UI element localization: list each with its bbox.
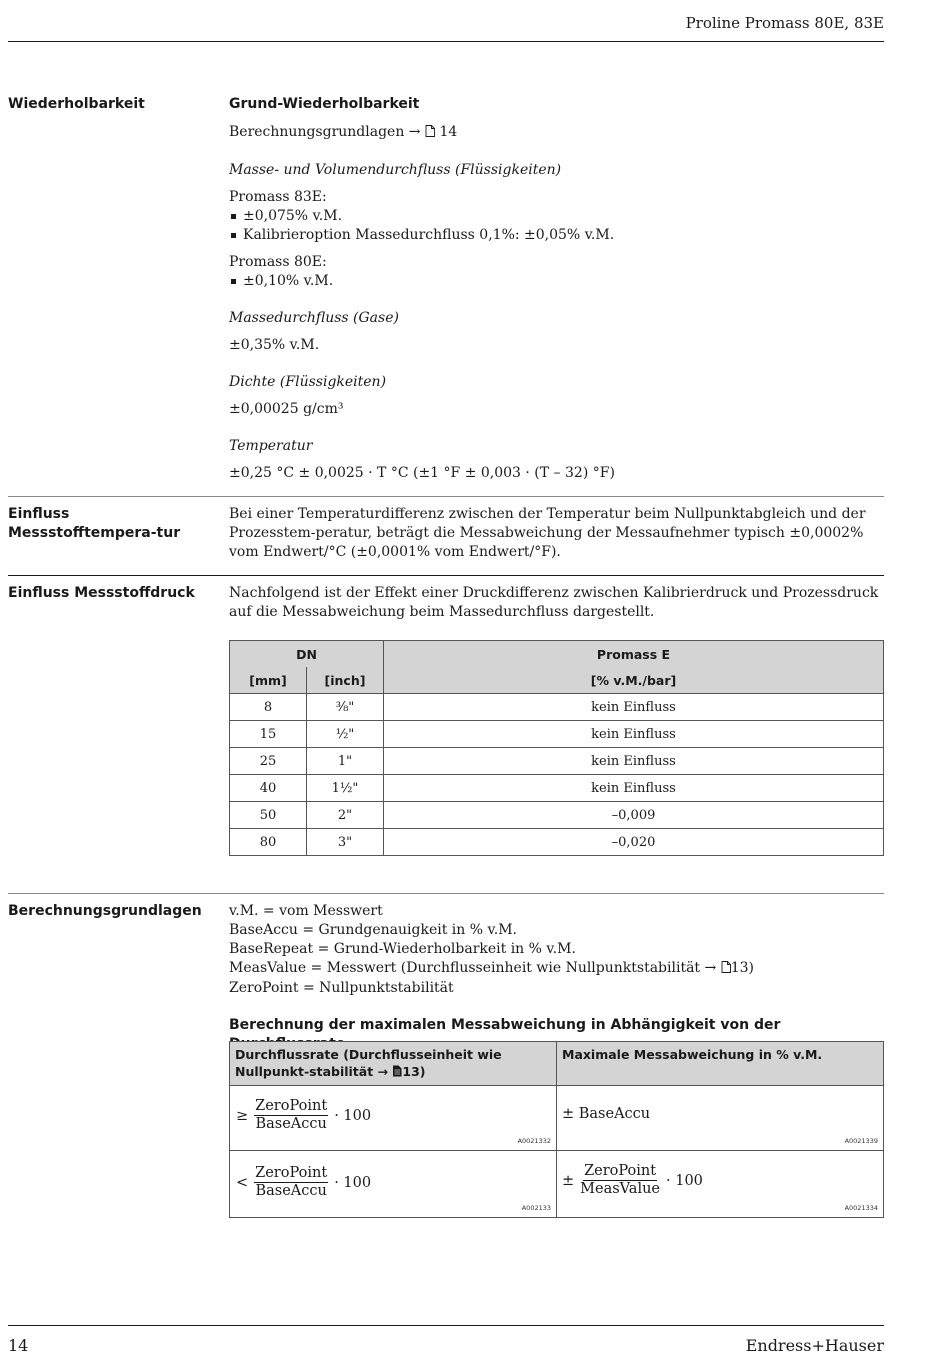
cell-value: kein Einfluss	[384, 721, 884, 748]
section-label-pressure-influence: Einfluss Messstoffdruck	[8, 585, 195, 601]
section-repeatability	[229, 95, 884, 483]
formula-cell	[230, 1086, 557, 1151]
cell-inch: 1½"	[307, 775, 384, 802]
density-title: Dichte (Flüssigkeiten)	[229, 374, 387, 390]
temperature-title: Temperatur	[229, 438, 313, 454]
table-row	[230, 775, 884, 802]
list-item: ±0,10% v.M.	[229, 272, 884, 291]
promass83-list	[229, 207, 884, 245]
formula-sign: ±	[562, 1172, 575, 1189]
promass80-label: Promass 80E:	[229, 254, 327, 270]
cell-inch: 1"	[307, 748, 384, 775]
temperature-value: ±0,25 °C ± 0,0025 · T °C (±1 °F ± 0,003 · (T – 32) °F)	[229, 465, 615, 481]
measvalue-ref: 13)	[730, 960, 754, 976]
cell-mm: 40	[230, 775, 307, 802]
cell-inch: ³⁄₈"	[307, 694, 384, 721]
col-header-max-error: Maximale Messabweichung in % v.M.	[557, 1042, 884, 1086]
footer-brand: Endress+Hauser	[745, 1336, 884, 1355]
density-value: ±0,00025 g/cm³	[229, 401, 344, 417]
cell-inch: ½"	[307, 721, 384, 748]
measvalue-text: MeasValue = Messwert (Durchflusseinheit wie Nullpunktstabilität →	[229, 960, 717, 976]
formula-multiplier: · 100	[666, 1172, 703, 1189]
formula-denominator: BaseAccu	[255, 1183, 327, 1199]
page-number: 14	[8, 1336, 29, 1355]
formula-text: ± BaseAccu	[562, 1106, 651, 1122]
formula-multiplier: · 100	[334, 1107, 372, 1124]
cell-value: kein Einfluss	[384, 748, 884, 775]
formula-numerator: ZeroPoint	[255, 1165, 328, 1181]
col-header-flow-rate	[230, 1042, 557, 1086]
col-header-mm: [mm]	[230, 667, 307, 694]
reference-text: Berechnungsgrundlagen →	[229, 124, 421, 140]
table-row	[230, 694, 884, 721]
section-divider	[8, 496, 884, 497]
formula-sign: ≥	[236, 1107, 249, 1124]
formula-denominator: MeasValue	[580, 1181, 661, 1197]
formula-table-wrapper	[229, 1041, 884, 1218]
col-header-unit: [% v.M./bar]	[384, 667, 884, 694]
definition-line-measvalue	[229, 959, 884, 979]
col-header-promass: Promass E	[384, 641, 884, 668]
repeatability-heading: Grund-Wiederholbarkeit	[229, 96, 420, 112]
cell-mm: 25	[230, 748, 307, 775]
definition-line: BaseAccu = Grundgenauigkeit in % v.M.	[229, 922, 517, 938]
cell-inch: 2"	[307, 802, 384, 829]
figure-code: A002133	[521, 1204, 551, 1212]
calculation-subheading: Berechnung der maximalen Messabweichung in Abhängigkeit von der	[229, 1017, 781, 1033]
definition-line: BaseRepeat = Grund-Wiederholbarkeit in % v.M.	[229, 941, 576, 957]
list-item: Kalibrieroption Massedurchfluss 0,1%: ±0,05% v.M.	[229, 226, 884, 245]
footer-rule	[8, 1325, 884, 1326]
header-title: Proline Promass 80E, 83E	[685, 14, 884, 32]
section-divider	[8, 575, 884, 576]
mass-flow-title: Masse- und Volumendurchfluss (Flüssigkeiten)	[229, 162, 562, 178]
table-row	[230, 829, 884, 856]
list-item: ±0,075% v.M.	[229, 207, 884, 226]
pressure-table	[229, 640, 884, 856]
formula-numerator: ZeroPoint	[584, 1163, 657, 1179]
cell-value: kein Einfluss	[384, 694, 884, 721]
page-reference-icon	[392, 1064, 402, 1081]
section-label-temperature-influence: Einfluss Messstofftempera-tur	[8, 506, 181, 541]
table-row	[230, 1151, 884, 1218]
temperature-influence-text: Bei einer Temperaturdifferenz zwischen der Temperatur beim Nullpunktabgleich und der Prozesstem-peratur, beträgt die Messabweichung der Messaufnehmer typisch ±0,0002% vom Endwert/°C (±0,0001% vom Endwert/°F).	[229, 506, 866, 560]
flow-rate-header-text: Durchflussrate (Durchflusseinheit wie Nullpunkt-stabilität →	[235, 1047, 502, 1079]
formula-table	[229, 1041, 884, 1218]
cell-mm: 15	[230, 721, 307, 748]
definition-line: ZeroPoint = Nullpunktstabilität	[229, 980, 454, 996]
cell-mm: 50	[230, 802, 307, 829]
pressure-table-wrapper	[229, 640, 884, 856]
section-divider	[8, 893, 884, 894]
col-header-inch: [inch]	[307, 667, 384, 694]
definition-line: v.M. = vom Messwert	[229, 903, 383, 919]
page-reference-icon	[425, 124, 435, 143]
table-row	[230, 748, 884, 775]
figure-code: A0021334	[844, 1204, 878, 1212]
header-rule	[8, 41, 884, 42]
flow-rate-header-ref: 13)	[402, 1064, 426, 1079]
reference-page: 14	[439, 124, 458, 140]
cell-mm: 80	[230, 829, 307, 856]
formula-cell	[230, 1151, 557, 1218]
page-reference-icon	[721, 960, 731, 979]
gas-title: Massedurchfluss (Gase)	[229, 310, 399, 326]
cell-inch: 3"	[307, 829, 384, 856]
formula-sign: <	[236, 1174, 249, 1191]
reference-line	[229, 123, 884, 143]
figure-code: A0021339	[844, 1137, 878, 1145]
pressure-influence-text: Nachfolgend ist der Effekt einer Druckdifferenz zwischen Kalibrierdruck und Prozessdruck auf die Messabweichung beim Massedurchfluss dargestellt.	[229, 585, 879, 620]
cell-value: –0,020	[384, 829, 884, 856]
table-row	[230, 721, 884, 748]
table-row	[230, 802, 884, 829]
formula-denominator: BaseAccu	[255, 1116, 327, 1132]
figure-code: A0021332	[517, 1137, 551, 1145]
section-label-repeatability: Wiederholbarkeit	[8, 96, 145, 112]
cell-value: kein Einfluss	[384, 775, 884, 802]
section-calculation	[229, 902, 884, 1054]
section-label-calculation: Berechnungsgrundlagen	[8, 903, 202, 919]
formula-numerator: ZeroPoint	[255, 1098, 328, 1114]
col-header-dn: DN	[230, 641, 384, 668]
cell-mm: 8	[230, 694, 307, 721]
formula-cell	[557, 1151, 884, 1218]
cell-value: –0,009	[384, 802, 884, 829]
gas-value: ±0,35% v.M.	[229, 337, 320, 353]
promass80-list	[229, 272, 884, 291]
promass83-label: Promass 83E:	[229, 189, 327, 205]
table-row	[230, 1086, 884, 1151]
formula-multiplier: · 100	[334, 1174, 372, 1191]
formula-cell	[557, 1086, 884, 1151]
